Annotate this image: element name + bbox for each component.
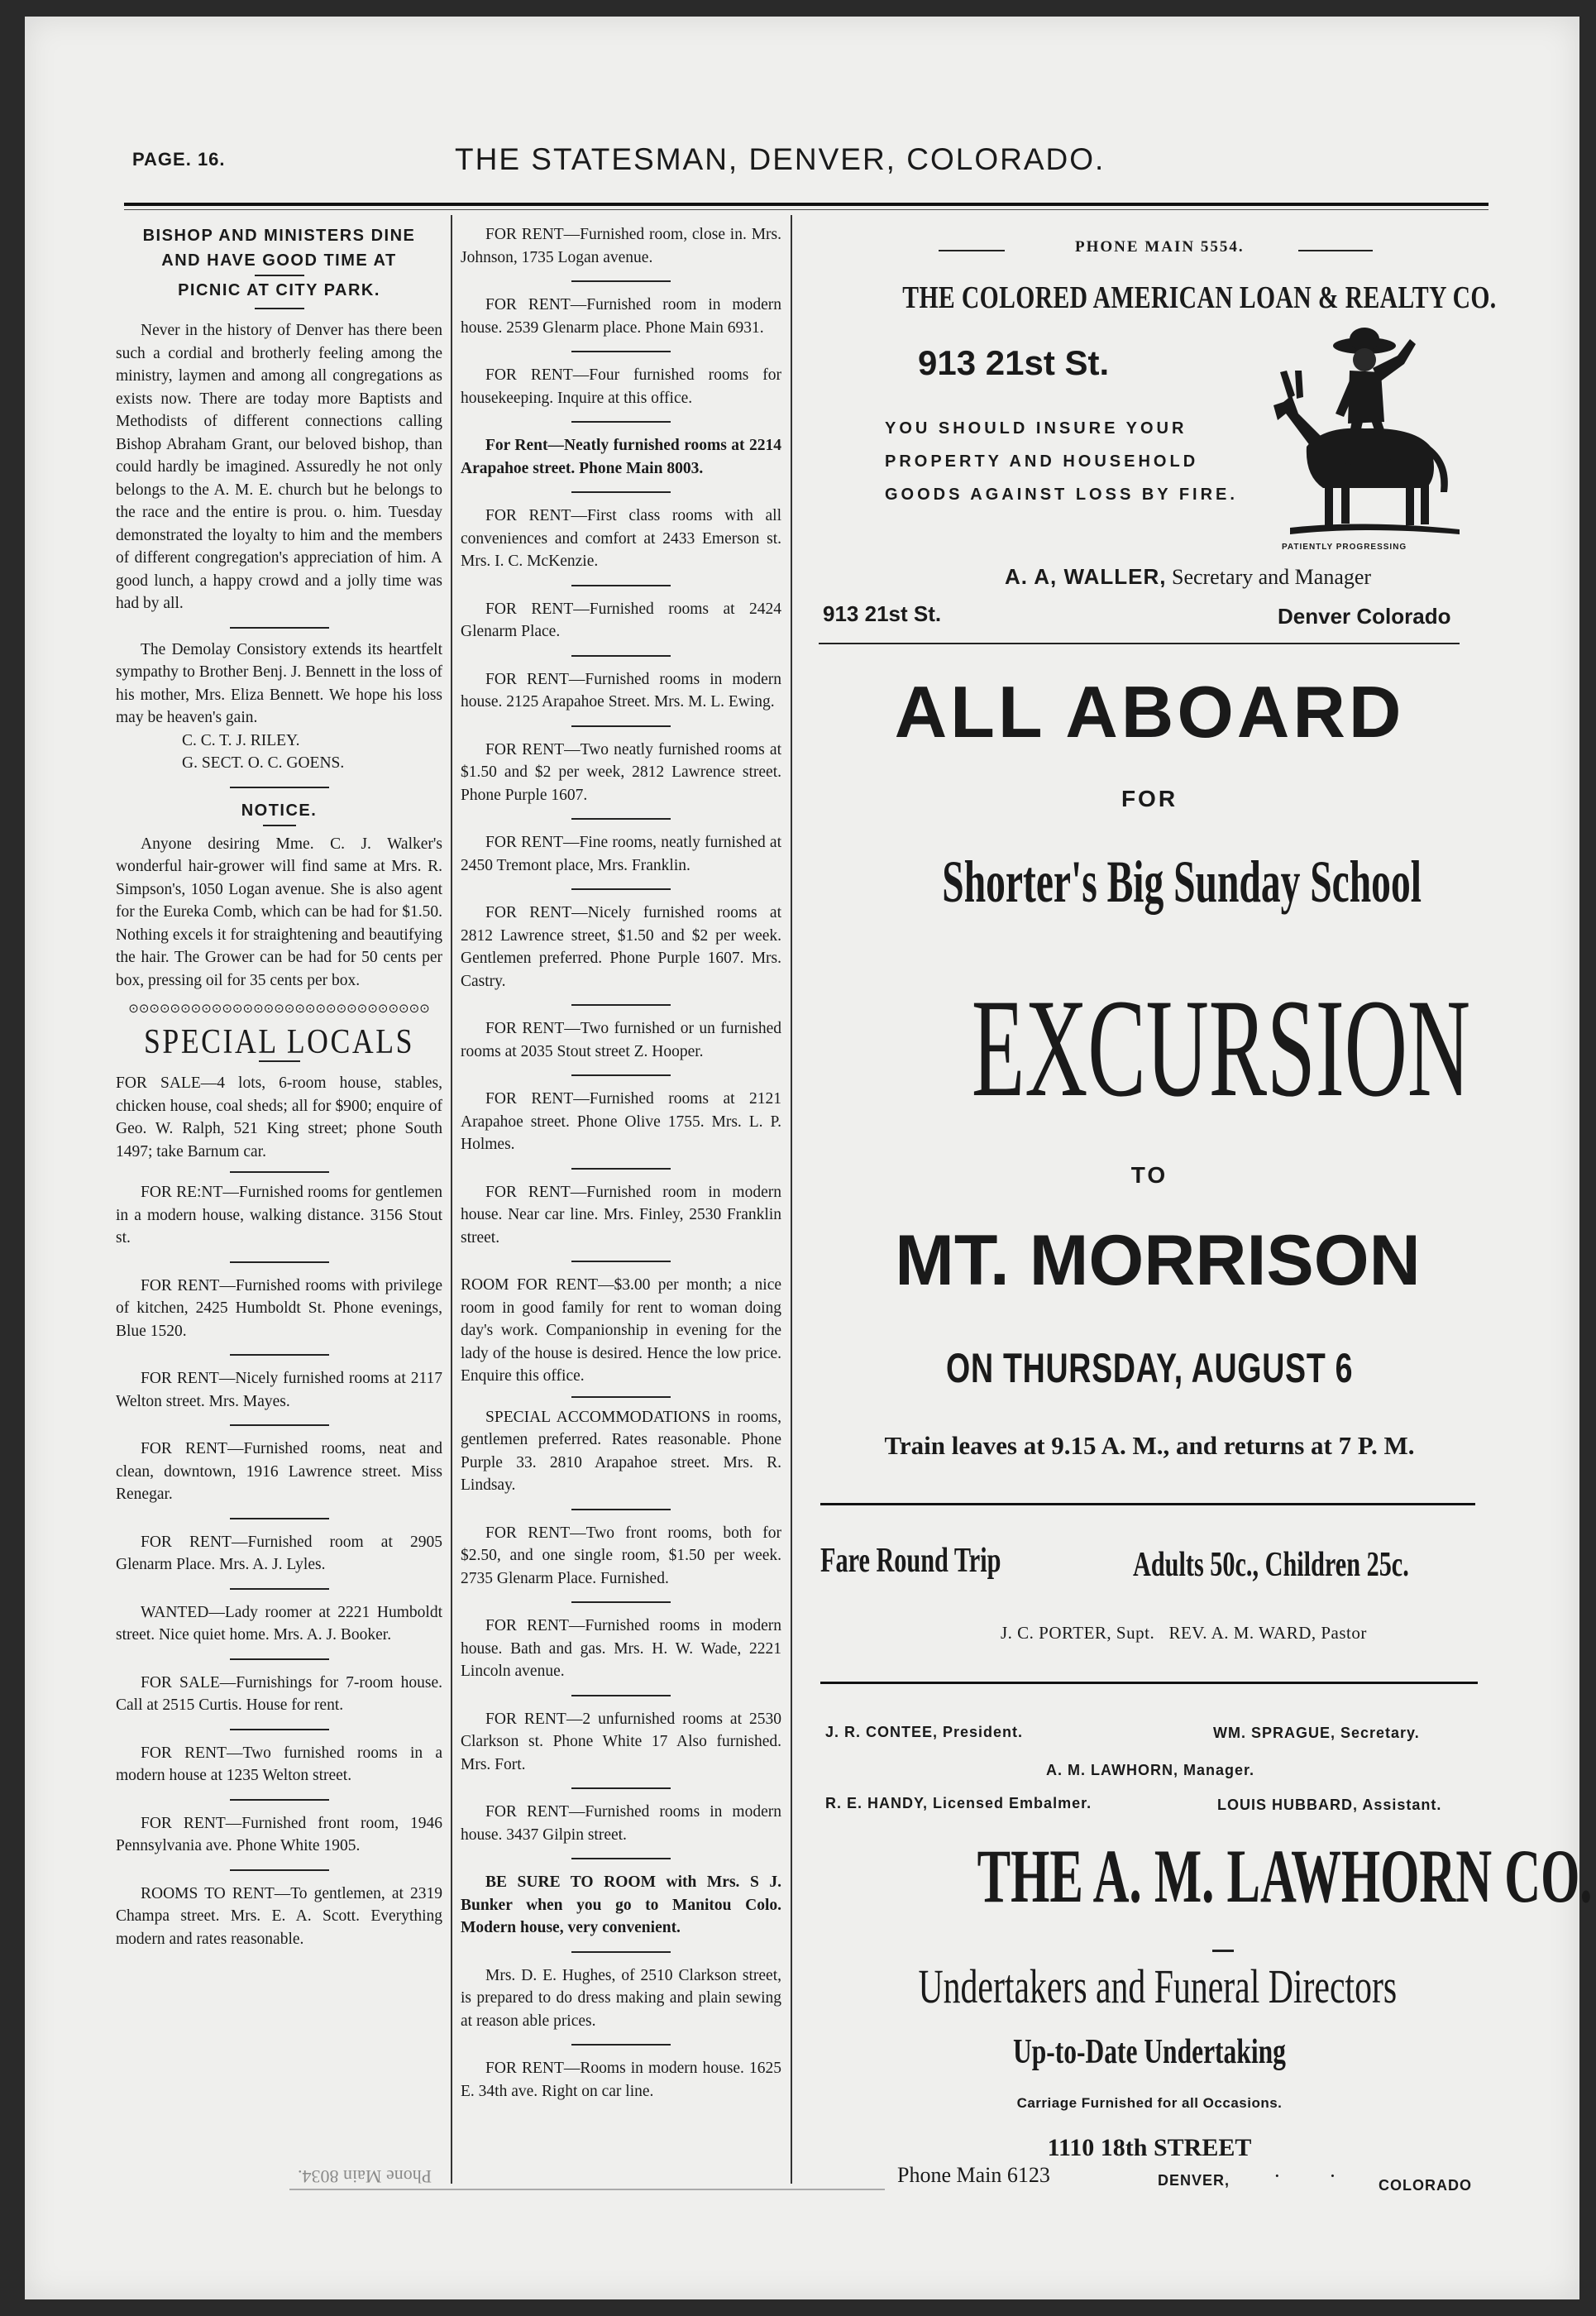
lawhorn-up-to-date-text: Up-to-Date Undertaking — [1013, 2033, 1286, 2071]
lawhorn-state: COLORADO — [1379, 2177, 1472, 2194]
excursion-all-aboard: ALL ABOARD — [894, 671, 1405, 753]
classified-ad: FOR RENT—Furnished room at 2905 Glenarm Place. Mrs. A. J. Lyles. — [116, 1533, 442, 1573]
excursion-prices-text: Adults 50c., Children 25c. — [1133, 1546, 1409, 1584]
classified-ad: FOR SALE—Furnishings for 7-room house. Call at 2515 Curtis. House for rent. — [116, 1673, 442, 1714]
ad-divider — [230, 1424, 329, 1426]
story-heading-line-2: AND HAVE GOOD TIME AT — [161, 251, 397, 270]
page-number: PAGE. 16. — [132, 149, 226, 170]
ad-divider — [230, 1799, 329, 1801]
ad-divider — [571, 421, 671, 423]
classified-ad: ROOM FOR RENT—$3.00 per month; a nice room in good family for rent to woman doing day's work. Companionship in evening for the lady of the house is desired. Hence the low price. Enquire this office. — [461, 1276, 781, 1385]
classified-ad: FOR RENT—Nicely furnished rooms at 2117 Welton street. Mrs. Mayes. — [116, 1370, 442, 1410]
classified-ad: FOR RENT—Furnished rooms, neat and clean, downtown, 1916 Lawrence street. Miss Renegar. — [116, 1440, 442, 1503]
mirrored-bleed-text: Phone Main 8034. — [298, 2166, 432, 2187]
heading-divider — [263, 825, 296, 826]
story-heading-line-1: BISHOP AND MINISTERS DINE — [142, 227, 416, 245]
lawhorn-carriage: Carriage Furnished for all Occasions. — [1016, 2095, 1283, 2111]
ad-separator — [820, 1682, 1478, 1684]
ad-divider — [571, 1396, 671, 1398]
classified-ad: FOR RENT—Furnished room in modern house. Near car line. Mrs. Finley, 2530 Franklin street. — [461, 1183, 781, 1247]
classified-ad: FOR RENT—Furnished rooms at 2121 Arapahoe street. Phone Olive 1755. Mrs. L. P. Holmes. — [461, 1090, 781, 1153]
ad-divider — [571, 1261, 671, 1262]
ad-divider — [571, 1951, 671, 1953]
bishop-story-body: Never in the history of Denver has there been such a cordial and brotherly feeling among the ministry, laymen and among all congregations as exists now. There are today more Baptists and Methodists of different connections calling Bishop Abraham Grant, our beloved bishop, than could hardly be imagined. Assuredly he not only belongs to the A. M. E. church but he belongs to the race and the entire is prou. o. him. Tuesday demonstrated the loyalty to him and the members of different congregation's appreciation of him. A good lunch, a happy crowd and a jolly time was had by all. — [116, 322, 442, 612]
classified-ad: FOR RENT—Furnished rooms in modern house. Bath and gas. Mrs. H. W. Wade, 2221 Lincoln avenue. — [461, 1617, 781, 1680]
loan-company-title-text: THE COLORED AMERICAN LOAN & REALTY CO. — [902, 280, 1497, 315]
excursion-fare-text: Fare Round Trip — [820, 1542, 1001, 1580]
ad-divider — [230, 1658, 329, 1660]
insure-line-2: PROPERTY AND HOUSEHOLD — [885, 452, 1199, 471]
ad-divider — [230, 1171, 329, 1173]
classified-ad: FOR RENT—Furnished rooms at 2424 Glenarm Place. — [461, 600, 781, 640]
lawhorn-company-name — [819, 1832, 1593, 1920]
column-1 — [116, 223, 442, 1950]
classified-ad: FOR RENT—2 unfurnished rooms at 2530 Clarkson st. Phone White 17 Also furnished. Mrs. Fort. — [461, 1710, 781, 1773]
classified-ad: FOR RENT—Fine rooms, neatly furnished at 2450 Tremont place, Mrs. Franklin. — [461, 834, 781, 874]
ad-divider — [571, 1601, 671, 1603]
heading-divider — [255, 275, 304, 276]
walker-notice: Anyone desiring Mme. C. J. Walker's wonderful hair-grower will find same at Mrs. R. Simpson's, 1050 Logan avenue. She is also agent for the Eureka Comb, which can be had for $1.50. Nothing excels it for straightening and beautifying the hair. The Grower can be had for 50 cents per box, pressing oil for 35 cents per box. — [116, 835, 442, 989]
classified-ad: FOR RENT—Two front rooms, both for $2.50, and one single room, $1.50 per week. 2735 Glenarm Place. Furnished. — [461, 1524, 781, 1587]
notice-heading: NOTICE. — [241, 801, 318, 820]
excursion-for: FOR — [1121, 786, 1178, 811]
lawhorn-undertakers-text: Undertakers and Funeral Directors — [918, 1960, 1398, 2013]
classified-ad: FOR SALE—4 lots, 6-room house, stables, chicken house, coal sheds; all for $900; enquire of Geo. W. Ralph, 521 King street; phone South 1497; take Barnum car. — [116, 1074, 442, 1160]
column-divider-2 — [791, 215, 792, 2184]
classified-ad: FOR RENT—Furnished front room, 1946 Pennsylvania ave. Phone White 1905. — [116, 1814, 442, 1854]
excursion-officers: J. C. PORTER, Supt. REV. A. M. WARD, Pastor — [1001, 1623, 1367, 1643]
excursion-sunday-school-text: Shorter's Big Sunday School — [942, 849, 1422, 915]
classified-ad: FOR RENT—Four furnished rooms for housekeeping. Inquire at this office. — [461, 366, 781, 407]
section-divider — [230, 787, 329, 788]
ad-divider — [571, 818, 671, 820]
signature-riley: C. C. T. J. RILEY. — [182, 731, 300, 749]
classified-ad: FOR RENT—Nicely furnished rooms at 2812 Lawrence street, $1.50 and $2 per week. Gentlemen preferred. Phone Purple 1607. Mrs. Castry. — [461, 904, 781, 990]
classified-ad: FOR RENT—Two furnished rooms in a modern house at 1235 Welton street. — [116, 1744, 442, 1784]
excursion-to: TO — [1130, 1162, 1168, 1188]
ad-divider — [571, 585, 671, 586]
man-riding-donkey-icon — [1273, 323, 1464, 546]
classified-ad: FOR RENT—Furnished rooms with privilege of kitchen, 2425 Humboldt St. Phone evenings, Blue 1520. — [116, 1276, 442, 1340]
excursion-sunday-school — [819, 848, 1480, 916]
excursion-destination: MT. MORRISON — [895, 1221, 1421, 1300]
ad-divider — [230, 1261, 329, 1263]
excursion-prices — [1133, 1545, 1517, 1585]
secretary-name: A. A, WALLER, — [1005, 564, 1167, 589]
excursion-train-times: Train leaves at 9.15 A. M., and returns at 7 P. M. — [884, 1431, 1415, 1460]
loan-secretary — [1005, 564, 1371, 590]
ad-divider — [571, 1509, 671, 1510]
emblem-caption: PATIENTLY PROGRESSING — [1282, 543, 1407, 552]
classified-ad: SPECIAL ACCOMMODATIONS in rooms, gentlemen preferred. Rates reasonable. Phone Purple 33. 2810 Arapahoe street. Mrs. R. Lindsay. — [461, 1408, 781, 1494]
classified-ad: FOR RENT—Furnished room, close in. Mrs. Johnson, 1735 Logan avenue. — [461, 226, 781, 266]
classified-ad: FOR RENT—Rooms in modern house. 1625 E. 34th ave. Right on car line. — [461, 2060, 781, 2100]
ad-divider — [571, 1004, 671, 1006]
ad-separator — [819, 643, 1460, 644]
lawhorn-dots: · · — [1273, 2164, 1358, 2188]
loan-address-footer: 913 21st St. — [823, 601, 942, 626]
ad-divider — [571, 351, 671, 352]
phone-rule-left — [939, 250, 1005, 251]
lawhorn-dash — [1212, 1950, 1234, 1952]
lawhorn-secretary: WM. SPRAGUE, Secretary. — [1213, 1725, 1420, 1741]
classified-ad: For Rent—Neatly furnished rooms at 2214 Arapahoe street. Phone Main 8003. — [461, 437, 781, 477]
loan-company-title — [819, 280, 1497, 316]
classified-ad: Mrs. D. E. Hughes, of 2510 Clarkson street, is prepared to do dress making and plain sewing at reason able prices. — [461, 1966, 781, 2030]
lawhorn-assistant: LOUIS HUBBARD, Assistant. — [1217, 1797, 1442, 1813]
demolay-notice: The Demolay Consistory extends its heartfelt sympathy to Brother Benj. J. Bennett in the loss of his mother, Mrs. Eliza Bennett. We hope his loss may be heaven's gain. — [116, 640, 442, 726]
ad-divider — [571, 888, 671, 890]
classified-ad: FOR RENT—Furnished rooms in modern house. 2125 Arapahoe Street. Mrs. M. L. Ewing. — [461, 670, 781, 711]
ad-divider — [571, 725, 671, 727]
ornament-border: ⊙⊙⊙⊙⊙⊙⊙⊙⊙⊙⊙⊙⊙⊙⊙⊙⊙⊙⊙⊙⊙⊙⊙⊙⊙⊙⊙⊙⊙ — [128, 1002, 430, 1016]
section-divider — [230, 627, 329, 629]
lawhorn-phone: Phone Main 6123 — [897, 2163, 1050, 2187]
lawhorn-embalmer: R. E. HANDY, Licensed Embalmer. — [825, 1795, 1092, 1811]
lawhorn-undertakers — [819, 1959, 1497, 2014]
ad-divider — [230, 1518, 329, 1519]
special-locals-heading: SPECIAL LOCALS — [144, 1022, 414, 1061]
newspaper-page — [25, 17, 1593, 2299]
page-bottom-edge — [289, 2189, 885, 2190]
ad-divider — [571, 655, 671, 657]
excursion-title-text: EXCURSION — [971, 970, 1471, 1126]
column-2 — [461, 223, 781, 2103]
heading-divider — [255, 308, 304, 309]
classified-ad: WANTED—Lady roomer at 2221 Humboldt street. Nice quiet home. Mrs. A. J. Booker. — [116, 1603, 442, 1644]
story-heading-line-3: PICNIC AT CITY PARK. — [178, 281, 380, 299]
lawhorn-company-name-text: THE A. M. LAWHORN CO. — [977, 1834, 1593, 1918]
ad-divider — [230, 1729, 329, 1730]
excursion-title — [819, 968, 1480, 1129]
classified-ad: ROOMS TO RENT—To gentlemen, at 2319 Champa street. Mrs. E. A. Scott. Everything modern and rates reasonable. — [116, 1884, 442, 1948]
classified-ad: FOR RENT—Two neatly furnished rooms at $1.50 and $2 per week, 2812 Lawrence street. Phone Purple 1607. — [461, 740, 781, 804]
masthead-rule — [124, 203, 1488, 206]
insure-line-1: YOU SHOULD INSURE YOUR — [885, 419, 1187, 438]
excursion-date-text: ON THURSDAY, AUGUST 6 — [945, 1345, 1354, 1391]
insure-line-3: GOODS AGAINST LOSS BY FIRE. — [885, 486, 1238, 504]
classified-ad: FOR RE:NT—Furnished rooms for gentlemen in a modern house, walking distance. 3156 Stout st. — [116, 1184, 442, 1247]
classified-ad: BE SURE TO ROOM with Mrs. S J. Bunker when you go to Manitou Colo. Modern house, very convenient. — [461, 1873, 781, 1936]
lawhorn-manager: A. M. LAWHORN, Manager. — [1046, 1762, 1255, 1778]
ad-divider — [230, 1869, 329, 1871]
classified-ad: FOR RENT—Furnished rooms in modern house. 3437 Gilpin street. — [461, 1803, 781, 1844]
ad-divider — [571, 280, 671, 282]
ad-divider — [571, 2044, 671, 2046]
ad-divider — [571, 1787, 671, 1789]
lawhorn-president: J. R. CONTEE, President. — [825, 1724, 1024, 1740]
classified-ad: FOR RENT—First class rooms with all conveniences and comfort at 2433 Emerson st. Mrs. I. C. McKenzie. — [461, 507, 781, 570]
loan-city-footer: Denver Colorado — [1278, 604, 1451, 629]
ad-separator — [820, 1503, 1475, 1505]
masthead-rule-thin — [124, 209, 1488, 210]
masthead: THE STATESMAN, DENVER, COLORADO. — [455, 142, 1106, 176]
ad-divider — [230, 1588, 329, 1590]
lawhorn-street: 1110 18th STREET — [1047, 2134, 1252, 2161]
excursion-date — [819, 1344, 1480, 1392]
lawhorn-up-to-date — [819, 2032, 1480, 2072]
ad-divider — [571, 1074, 671, 1076]
loan-phone: PHONE MAIN 5554. — [1075, 238, 1245, 256]
signature-goens: G. SECT. O. C. GOENS. — [182, 754, 345, 772]
ad-divider — [571, 491, 671, 493]
lawhorn-city: DENVER, — [1158, 2172, 1230, 2189]
ad-divider — [571, 1168, 671, 1170]
ad-divider — [571, 1695, 671, 1696]
ad-divider — [230, 1354, 329, 1356]
loan-address: 913 21st St. — [918, 343, 1110, 382]
secretary-title: Secretary and Manager — [1171, 565, 1372, 589]
column-divider-1 — [451, 215, 452, 2184]
classified-ad: FOR RENT—Furnished room in modern house. 2539 Glenarm place. Phone Main 6931. — [461, 296, 781, 337]
phone-rule-right — [1298, 250, 1373, 251]
classified-ad: FOR RENT—Two furnished or un furnished rooms at 2035 Stout street Z. Hooper. — [461, 1020, 781, 1060]
ad-divider — [571, 1858, 671, 1859]
excursion-fare-label — [820, 1541, 1071, 1581]
